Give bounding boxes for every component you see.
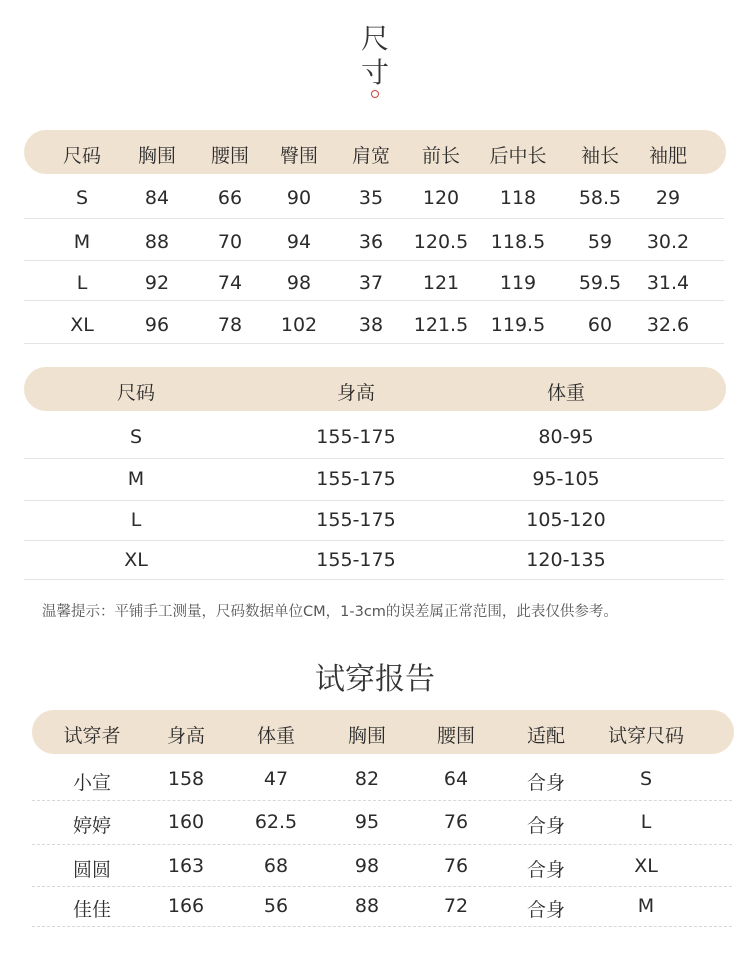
trial-table-cell: 小宣: [72, 772, 112, 794]
page-title: [0, 22, 750, 98]
measurement-note: 温馨提示：平铺手工测量，尺码数据单位CM，1-3cm的误差属正常范围，此表仅供参考。: [42, 604, 618, 620]
fit-table-header-cell: 尺码: [116, 382, 156, 404]
trial-table-cell: M: [637, 895, 655, 917]
size-table-cell: 60: [587, 314, 613, 336]
size-table-cell: 38: [358, 314, 384, 336]
size-table-cell: 59: [587, 231, 613, 253]
size-table-header-cell: 胸围: [137, 145, 177, 167]
size-table-cell: 35: [358, 187, 384, 209]
title-dot-icon: [371, 90, 379, 98]
trial-table-cell: 82: [354, 768, 380, 790]
trial-table-row-divider: [32, 800, 732, 801]
trial-table-header-cell: 体重: [256, 725, 296, 747]
size-table-cell: 121: [422, 272, 460, 294]
size-table-cell: 118.5: [490, 231, 546, 253]
size-table-header-cell: 尺码: [62, 145, 102, 167]
size-table-row-divider: [24, 260, 724, 261]
size-table-cell: 58.5: [578, 187, 622, 209]
size-table-cell: 96: [144, 314, 170, 336]
fit-table-row-divider: [24, 540, 724, 541]
fit-table-cell: 95-105: [532, 468, 600, 490]
fit-table-cell: S: [129, 426, 143, 448]
size-table-cell: 78: [217, 314, 243, 336]
trial-table-cell: 95: [354, 811, 380, 833]
trial-table-cell: 76: [443, 811, 469, 833]
size-table-header-cell: 袖长: [580, 145, 620, 167]
size-table-cell: 59.5: [578, 272, 622, 294]
size-table-cell: 74: [217, 272, 243, 294]
trial-table-row-divider: [32, 926, 732, 927]
size-table-cell: 120.5: [413, 231, 469, 253]
trial-table-row-divider: [32, 844, 732, 845]
trial-table-header-cell: 腰围: [436, 725, 476, 747]
size-table-cell: L: [76, 272, 88, 294]
trial-table-cell: 合身: [526, 815, 566, 837]
fit-table-cell: 155-175: [316, 549, 396, 571]
size-table-cell: 102: [280, 314, 318, 336]
trial-table-cell: 56: [263, 895, 289, 917]
trial-table-cell: 62.5: [254, 811, 298, 833]
size-table-cell: S: [75, 187, 89, 209]
size-table-cell: 70: [217, 231, 243, 253]
trial-table-cell: 64: [443, 768, 469, 790]
size-table-cell: 29: [655, 187, 681, 209]
size-table-cell: 31.4: [646, 272, 690, 294]
size-table-cell: 37: [358, 272, 384, 294]
trial-table-cell: 合身: [526, 899, 566, 921]
trial-table-cell: 88: [354, 895, 380, 917]
size-table-cell: 88: [144, 231, 170, 253]
size-table-row-divider: [24, 343, 724, 344]
trial-table-header-cell: 试穿者: [63, 725, 121, 747]
trial-table-cell: 98: [354, 855, 380, 877]
fit-table-row-divider: [24, 458, 724, 459]
size-table-header-cell: 腰围: [210, 145, 250, 167]
trial-table-cell: 166: [167, 895, 205, 917]
trial-table-cell: 圆圆: [72, 859, 112, 881]
trial-table-header-cell: 胸围: [347, 725, 387, 747]
trial-table-cell: 合身: [526, 772, 566, 794]
fit-table-cell: M: [127, 468, 145, 490]
trial-table-cell: 72: [443, 895, 469, 917]
size-table-cell: 30.2: [646, 231, 690, 253]
fit-table-cell: 80-95: [538, 426, 594, 448]
size-table-cell: 120: [422, 187, 460, 209]
fit-table-cell: 105-120: [526, 509, 606, 531]
size-table-cell: 94: [286, 231, 312, 253]
size-table-cell: 98: [286, 272, 312, 294]
size-table-row-divider: [24, 218, 724, 219]
size-table-header-cell: 前长: [421, 145, 461, 167]
title-char: 尺: [360, 22, 389, 55]
size-table-cell: 90: [286, 187, 312, 209]
size-table-cell: XL: [70, 314, 94, 336]
fit-table-cell: 155-175: [316, 426, 396, 448]
size-table-cell: 118: [499, 187, 537, 209]
trial-table-header-cell: 适配: [526, 725, 566, 747]
trial-table-cell: 婷婷: [72, 815, 112, 837]
trial-table-cell: 合身: [526, 859, 566, 881]
size-table-cell: M: [73, 231, 91, 253]
trial-table-cell: 76: [443, 855, 469, 877]
size-table-cell: 121.5: [413, 314, 469, 336]
size-table-cell: 66: [217, 187, 243, 209]
fit-table-cell: 155-175: [316, 468, 396, 490]
trial-table-cell: 160: [167, 811, 205, 833]
trial-table-cell: 68: [263, 855, 289, 877]
trial-table-cell: 佳佳: [72, 899, 112, 921]
trial-table-cell: 158: [167, 768, 205, 790]
size-table-cell: 84: [144, 187, 170, 209]
trial-table-cell: XL: [634, 855, 658, 877]
trial-table-cell: 47: [263, 768, 289, 790]
size-table-cell: 36: [358, 231, 384, 253]
trial-table-cell: S: [639, 768, 653, 790]
fit-table-cell: 155-175: [316, 509, 396, 531]
fit-table-header-cell: 身高: [336, 382, 376, 404]
size-table-cell: 32.6: [646, 314, 690, 336]
trial-report-title: 试穿报告: [315, 662, 435, 697]
size-table-header-cell: 肩宽: [351, 145, 391, 167]
size-table-header-cell: 袖肥: [648, 145, 688, 167]
fit-table-row-divider: [24, 500, 724, 501]
size-table-cell: 119.5: [490, 314, 546, 336]
fit-table-header-cell: 体重: [546, 382, 586, 404]
fit-table-cell: L: [130, 509, 142, 531]
fit-table-cell: 120-135: [526, 549, 606, 571]
trial-table-header-cell: 试穿尺码: [607, 725, 685, 747]
fit-table-row-divider: [24, 579, 724, 580]
size-table-cell: 92: [144, 272, 170, 294]
trial-table-cell: 163: [167, 855, 205, 877]
size-table-row-divider: [24, 300, 724, 301]
trial-table-header-cell: 身高: [166, 725, 206, 747]
size-table-header-cell: 臀围: [279, 145, 319, 167]
trial-table-cell: L: [640, 811, 652, 833]
trial-table-row-divider: [32, 886, 732, 887]
size-table-header-cell: 后中长: [489, 145, 547, 167]
size-table-cell: 119: [499, 272, 537, 294]
title-char: 寸: [360, 56, 389, 89]
fit-table-cell: XL: [124, 549, 148, 571]
